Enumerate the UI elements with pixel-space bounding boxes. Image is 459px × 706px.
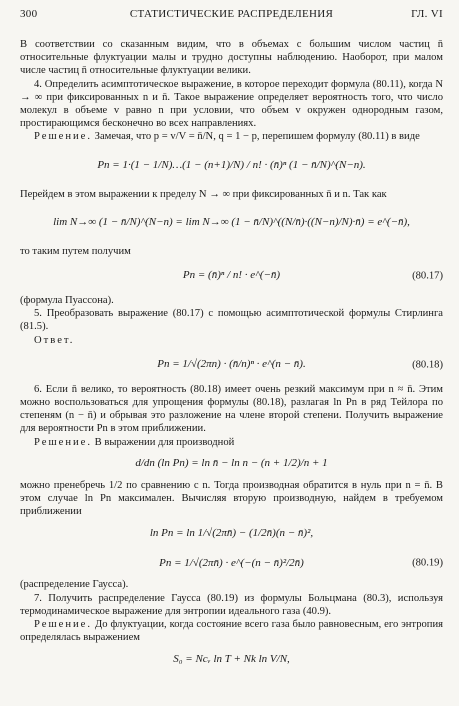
answer-label: Ответ.: [34, 334, 75, 346]
equation-text: lim N→∞ (1 − n̄/N)^(N−n) = lim N→∞ (1 − n̄/N)^((N/n̄)·((N−n)/N)·n̄) = e^(−n̄),: [53, 216, 410, 229]
page-number: 300: [20, 8, 38, 20]
paragraph: то таким путем получим: [20, 245, 131, 257]
solution-label: Решение.: [34, 436, 93, 448]
equation-text: Pn = 1/√(2πn̄) · e^(−(n − n̄)²/2n̄): [159, 556, 304, 569]
equation-text: S₀ = Ncᵥ ln T + Nk ln V/N,: [173, 652, 290, 665]
equation-text: Pn = 1·(1 − 1/N)…(1 − (n+1)/N) / n! · (n̄)ⁿ (1 − n̄/N)^(N−n).: [97, 159, 366, 172]
running-head: СТАТИСТИЧЕСКИЕ РАСПРЕДЕЛЕНИЯ: [129, 8, 334, 20]
problem-5: 5. Преобразовать выражение (80.17) с помощью асимптотической формулы Стирлинга (81.5).: [20, 308, 443, 333]
equation-ln-pn: [20, 518, 443, 548]
paragraph: (распределение Гаусса).: [20, 579, 129, 591]
equation-entropy: [20, 644, 443, 674]
chapter-label: ГЛ. VI: [411, 8, 443, 20]
paragraph: В соответствии со сказанным видим, что в объемах с большим числом частиц n̄ относительные флуктуации малы и трудно доступны наблюдению. Наоборот, при малом числе частиц n̄ относительные флуктуации велики.: [20, 39, 443, 77]
equation-stirling: [20, 347, 443, 383]
equation-number: (80.18): [412, 359, 443, 371]
page-header: [20, 8, 443, 24]
equation-number: (80.19): [412, 557, 443, 569]
equation-derivative: [20, 449, 443, 479]
equation-limit: [20, 201, 443, 245]
equation-gauss: [20, 548, 443, 578]
paragraph: Перейдем в этом выражении к пределу N → ∞ при фиксированных n̄ и n. Так как: [20, 188, 387, 200]
equation-text: d/dn (ln Pn) = ln n̄ − ln n − (n + 1/2)/n + 1: [135, 457, 328, 470]
equation-poisson: [20, 258, 443, 294]
equation-text: Pn = 1/√(2πn) · (n̄/n)ⁿ · e^(n − n̄).: [157, 358, 306, 371]
problem-4: 4. Определить асимптотическое выражение, в которое переходит формула (80.11), когда N → ∞ при фиксированных n и n̄. Такое выражение определяет вероятность того, что число молекул в объеме v равно n при условии, что объем v окружен однородным газом, простирающимся бесконечно во всех направлениях.: [20, 78, 443, 130]
equation-text: ln Pn = ln 1/√(2πn̄) − (1/2n̄)(n − n̄)²,: [149, 526, 314, 539]
solution-text: В выражении для производной: [92, 436, 235, 448]
equation-text: Pn = (n̄)ⁿ / n! · e^(−n̄): [182, 269, 281, 282]
solution-text: Замечая, что p = v/V = n̄/N, q = 1 − p, перепишем формулу (80.11) в виде: [92, 131, 420, 143]
solution-label: Решение.: [34, 619, 93, 631]
solution-text: До флуктуации, когда состояние всего газа было равновесным, его энтропия определялась выражением: [20, 619, 443, 644]
solution-6: [20, 436, 443, 449]
problem-7: 7. Получить распределение Гаусса (80.19) из формулы Больцмана (80.3), используя термодинамическое выражение для энтропии идеального газа (40.9).: [20, 592, 443, 617]
paragraph: (формула Пуассона).: [20, 295, 114, 307]
solution-7: [20, 618, 443, 644]
solution-label: Решение.: [34, 131, 93, 143]
text-column: [20, 38, 443, 674]
equation-pn-product: [20, 144, 443, 188]
problem-6: 6. Если n̄ велико, то вероятность (80.18) имеет очень резкий максимум при n ≈ n̄. Этим можно воспользоваться для упрощения формулы (80.18), разлагая ln Pn в ряд Тейлора по степеням (n − n̄) и обрывая это разложение на члене второй степени. Получить выражение для вероятности Pn в этом приближении.: [20, 383, 443, 435]
equation-number: (80.17): [412, 270, 443, 282]
solution-4: [20, 130, 443, 143]
paragraph: можно пренебречь 1/2 по сравнению с n. Тогда производная обратится в нуль при n = n̄. В этом случае ln Pn максимален. Вычисляя вторую производную, найдем в требуемом приближении: [20, 479, 443, 518]
